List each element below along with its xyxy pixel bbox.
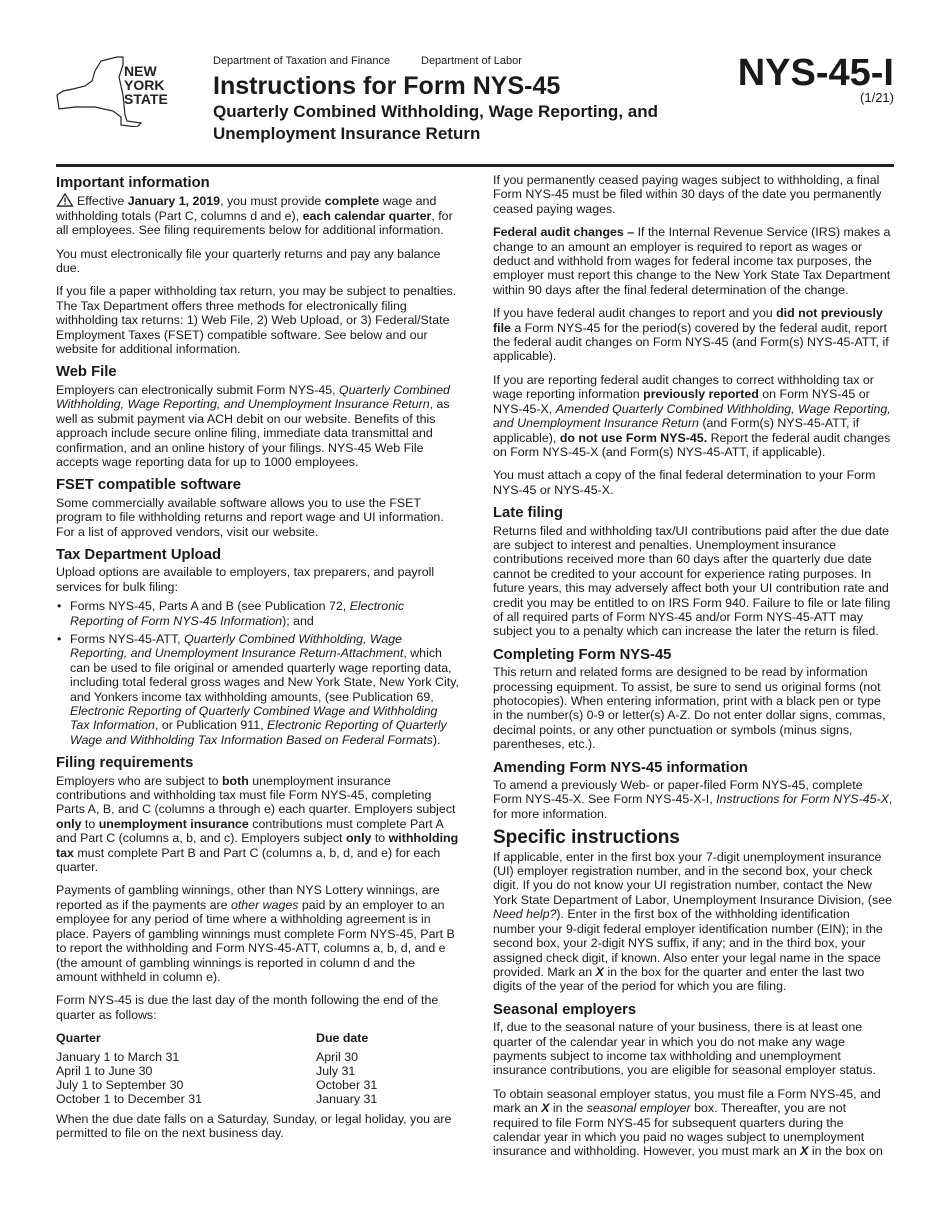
col-quarter-header: Quarter bbox=[56, 1031, 101, 1046]
list-item: • Forms NYS-45, Parts A and B (see Publication 72, Electronic Reporting of Form NYS-45 Information); and bbox=[56, 599, 459, 628]
logo-new-text: NEW bbox=[124, 63, 157, 79]
webfile-paragraph: Employers can electronically submit Form NYS-45, Quarterly Combined Withholding, Wage Reporting, and Unemployment Insurance Return, as well as submit payment via ACH debit on our website. Benefits of this approach include secure online filing, immediate data transmittal and confirmation, and an online history of your filings. NYS-45 Web File accepts wage reporting data for up to 1000 employees. bbox=[56, 382, 450, 469]
important-heading: Important information bbox=[56, 175, 210, 191]
fset-heading: FSET compatible software bbox=[56, 477, 241, 494]
table-row: January 1 to March 31 April 30 bbox=[56, 1049, 359, 1064]
filing-heading: Filing requirements bbox=[56, 755, 194, 772]
upload-list bbox=[56, 599, 459, 747]
upload-heading: Tax Department Upload bbox=[56, 546, 221, 563]
right-column bbox=[493, 173, 893, 1168]
filing-paragraph-1: Employers who are subject to both unemployment insurance contributions and withholding tax must file Form NYS-45, completing Parts A, B, and C (columns a through e) each quarter. Employers subject only to unemployment insurance contributions must complete Part A and Part C (columns a, b, and c). Employers subject only to withholding tax must complete Part B and Part C (columns a, b, d, and e) for each quarter. bbox=[56, 773, 459, 875]
header-rule bbox=[56, 164, 894, 167]
audit-paragraph-1: Federal audit changes – If the Internal Revenue Service (IRS) makes a change to an amount an employer is required to report as wages or deduct and withhold from wages for federal income tax purposes, the employer must report this change to the New York State Tax Department within 90 days after the final federal determination of the change. bbox=[493, 225, 891, 297]
important-paragraph-3: If you file a paper withholding tax return, you may be subject to penalties. The Tax Department offers three methods for electronically filing withholding tax returns: 1) Web File, 2) Web Upload, or 3) Federal/State Employment Taxes (FSET) compatible software. See below and our website for additional information. bbox=[56, 284, 457, 357]
ceased-paragraph: If you permanently ceased paying wages subject to withholding, a final Form NYS-45 must be filed within 30 days of the date you permanently ceased paying wages. bbox=[493, 173, 882, 216]
logo-york-text: YORK bbox=[124, 77, 165, 93]
table-row: July 1 to September 30 October 31 bbox=[56, 1077, 378, 1092]
due-date-table bbox=[56, 1031, 377, 1105]
seasonal-paragraph-2: To obtain seasonal employer status, you must file a Form NYS-45, and mark an X in the seasonal employer box. Thereafter, you are not required to file Form NYS-45 for subsequent quarters during the calendar year in which you paid no wages subject to unemployment insurance and withholding. However, you must mark an X in the box on bbox=[493, 1086, 883, 1159]
late-paragraph: Returns filed and withholding tax/UI contributions paid after the due date are subject to interest and penalties. Unemployment insurance contributions received more than 60 days after the quarterly due date cannot be credited to your account for experience rating purposes. In future years, this may adversely affect both your UI contribution rate and credit you may be entitled to on IRS Form 940. Failure to file or late filing of all required parts of Form NYS-45 and/or Form NYS-45-ATT may subject you to a penalty which can increase the later the return is filed. bbox=[493, 523, 891, 639]
amending-heading: Amending Form NYS-45 information bbox=[493, 759, 748, 776]
left-column bbox=[56, 173, 459, 1149]
list-item: • Forms NYS-45-ATT, Quarterly Combined Withholding, Wage Reporting, and Unemployment Insurance Return-Attachment, which can be used to file original or amended quarterly wage reporting data, including total federal gross wages and New York State, New York City, and Yonkers income tax withholding amounts, (see Publication 69, Electronic Reporting of Quarterly Combined Wage and Withholding Tax Information, or Publication 911, Electronic Reporting of Quarterly Wage and Withholding Tax Information Based on Federal Formats). bbox=[56, 632, 459, 747]
seasonal-paragraph-1: If, due to the seasonal nature of your business, there is at least one quarter of the calendar year in which you do not make any wage payments subject to income tax withholding and unemployment insurance contributions, you are eligible for seasonal employer status. bbox=[493, 1020, 876, 1078]
filing-paragraph-2: Payments of gambling winnings, other than NYS Lottery winnings, are reported as if the payments are other wages paid by an employer to an employee for any period of time where a withholding agreement is in place. Payers of gambling winnings must complete Form NYS-45, Part B to report the withholding and Form NYS-45-ATT, columns a, b, d, and e (the amount of gambling winnings is reported in column d and the amount withheld in column e). bbox=[56, 883, 455, 984]
audit-paragraph-3: If you are reporting federal audit changes to correct withholding tax or wage reporting information previously reported on Form NYS-45 or NYS-45-X, Amended Quarterly Combined Withholding, Wage Reporting, and Unemployment Insurance Return (and Form(s) NYS-45-ATT, if applicable), do not use Form NYS-45. Report the federal audit changes on Form NYS-45-X (and Form(s) NYS-45-ATT, if applicable). bbox=[493, 372, 891, 459]
col-due-header: Due date bbox=[316, 1031, 369, 1046]
filing-paragraph-4: When the due date falls on a Saturday, Sunday, or legal holiday, you are permitted to file on the next business day. bbox=[56, 1111, 452, 1140]
completing-paragraph: This return and related forms are designed to be read by information processing equipment. To assist, be sure to send us original forms (not photocopies). When entering information, print with a black pen or type in the number(s) 0-9 or letter(s) A-Z. Do not enter dollar signs, commas, decimal points, or any other punctuation or symbols (minus signs, parentheses, etc.). bbox=[493, 665, 886, 752]
completing-heading: Completing Form NYS-45 bbox=[493, 646, 672, 663]
specific-paragraph: If applicable, enter in the first box your 7-digit unemployment insurance (UI) employer registration number, and in the second box, your check digit. If you do not know your UI registration number, contact the New York State Department of Labor, Unemployment Insurance Division, (see Need help?). Enter in the first box of the withholding identification number your 9-digit federal employer identification number (EIN); in the second box, your 2-digit NYS suffix, if any; and in the third box, your assigned check digit, if known. Also enter your legal name in the space provided. Mark an X in the box for the quarter and enter the last two digits of the year of the period for which you are filing. bbox=[493, 849, 892, 994]
warning-icon bbox=[56, 193, 74, 207]
page-title: Instructions for Form NYS-45 bbox=[213, 72, 561, 100]
webfile-heading: Web File bbox=[56, 364, 117, 381]
important-paragraph-1: Effective January 1, 2019, you must provide complete wage and withholding totals (Part C, columns d and e), each calendar quarter, for all employees. See filing requirements below for additional information. bbox=[56, 194, 453, 238]
form-revision: (1/21) bbox=[860, 90, 894, 105]
audit-paragraph-2: If you have federal audit changes to report and you did not previously file a Form NYS-45 for the period(s) covered by the federal audit, report the federal audit changes on Form NYS-45 (and Form(s) NYS-45-ATT, if applicable). bbox=[493, 306, 889, 364]
table-row: April 1 to June 30 July 31 bbox=[56, 1063, 356, 1078]
form-number: NYS-45-I bbox=[737, 52, 894, 94]
specific-heading: Specific instructions bbox=[493, 827, 680, 849]
dept-tax: Department of Taxation and Finance bbox=[213, 55, 391, 67]
nys-logo bbox=[55, 55, 175, 127]
logo-state-text: STATE bbox=[124, 91, 168, 107]
table-row: October 1 to December 31 January 31 bbox=[56, 1091, 378, 1106]
dept-labor: Department of Labor bbox=[421, 55, 522, 67]
audit-paragraph-4: You must attach a copy of the final federal determination to your Form NYS-45 or NYS-45-X. bbox=[493, 468, 876, 497]
late-heading: Late filing bbox=[493, 505, 563, 522]
important-paragraph-2: You must electronically file your quarterly returns and pay any balance due. bbox=[56, 246, 441, 276]
upload-paragraph: Upload options are available to employers, tax preparers, and payroll services for bulk filing: bbox=[56, 565, 435, 594]
filing-paragraph-3: Form NYS-45 is due the last day of the month following the end of the quarter as follows: bbox=[56, 993, 439, 1022]
seasonal-heading: Seasonal employers bbox=[493, 1001, 637, 1018]
amending-paragraph: To amend a previously Web- or paper-filed Form NYS-45, complete Form NYS-45-X. See Form NYS-45-X-I, Instructions for Form NYS-45-X, for more information. bbox=[493, 778, 893, 821]
page-subtitle: Quarterly Combined Withholding, Wage Reporting, and Unemployment Insurance Return bbox=[213, 102, 658, 143]
fset-paragraph: Some commercially available software allows you to use the FSET program to file withholding returns and report wage and UI information. For a list of approved vendors, visit our website. bbox=[56, 495, 444, 539]
